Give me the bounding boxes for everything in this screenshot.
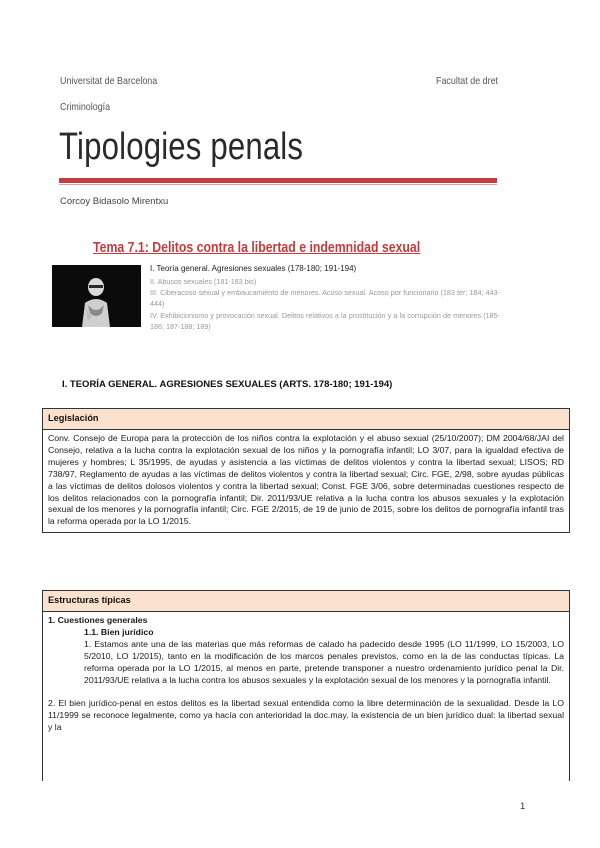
faculty-name: Facultat de dret [436, 75, 499, 87]
university-name: Universitat de Barcelona [60, 75, 158, 87]
title-underline [59, 178, 497, 183]
paragraph-2: 2. El bien jurídico-penal en estos delitos es la libertad sexual entendida como la libre determinación de la sexualidad. Desde la LO 11/1999 se reconoce legalmente, como ya hacía con anterioridad la doc.may. la existencia de un bien jurídico dual: la libertad sexual y la [48, 698, 564, 733]
estructuras-body [43, 612, 569, 734]
document-title: Tipologies penals [59, 126, 304, 168]
toc-item-1: I. Teoría general. Agresiones sexuales (178-180; 191-194) [150, 264, 357, 273]
cover-image [52, 265, 141, 327]
page-number: 1 [520, 801, 526, 812]
tema-title: Tema 7.1: Delitos contra la libertad e indemnidad sexual [93, 239, 421, 256]
section-heading: I. TEORÍA GENERAL. AGRESIONES SEXUALES (ARTS. 178-180; 191-194) [62, 379, 393, 390]
silhouette-figure-icon [52, 265, 141, 327]
heading-bien-juridico: 1.1. Bien jurídico [84, 626, 154, 637]
toc-item-2: II. Abusos sexuales (181-183 bis) [150, 277, 257, 286]
legislacion-text: Conv. Consejo de Europa para la protección de los niños contra la explotación y el abuso sexual (25/10/2007); DM 2004/68/JAI del Consejo, relativa a la lucha contra la explotación sexual de los niños y la pornografía infantil; LO 3/07, para la igualdad efectiva de mujeres y hombres; L 35/1995, de ayudas y asistencia a las víctimas de delitos violentos y contra la libertad sexual; LISOS; RD 738/97, Reglamento de ayudas a las víctimas de delitos violentos y contra la libertad sexual; Circ. FGE, 2/98, sobre ayudas públicas a las víctimas de delitos dolosos violentos y contra la libertad sexual; Const. FGE 3/06, sobre determinadas cuestiones respecto de los delitos relacionados con la pornografía infantil; Dir. 2011/93/UE relativa a la lucha contra los abusos sexuales y la explotación sexual de los menores y la pornografía infantil; Circ. FGE 2/2015, de 19 de junio de 2015, sobre los delitos de pornografía infantil tras la reforma operada por la LO 1/2015. [48, 433, 564, 527]
subject-name: Criminología [60, 101, 111, 113]
estructuras-box [42, 590, 570, 781]
estructuras-header: Estructuras típicas [43, 591, 569, 612]
legislacion-header: Legislación [43, 409, 569, 430]
title-underline-shadow [59, 184, 497, 185]
toc-item-3: III. Ciberacoso sexual y embaucamiento de menores. Acoso sexual. Acoso por funcionario (183 ter; 184; 443-444) [150, 288, 500, 308]
legislacion-box [42, 408, 570, 533]
heading-cuestiones-generales: 1. Cuestiones generales [48, 615, 148, 625]
toc-item-4: IV. Exhibicionismo y provocación sexual. Delitos relativos a la prostitución y a la corrupción de menores (185-186; 187-188; 189) [150, 311, 500, 331]
paragraph-1: 1. Estamos ante una de las materias que más reformas de calado ha padecido desde 1995 (LO 11/1999, LO 15/2003, LO 5/2010, LO 1/2015), tanto en la modificación de los marcos penales previstos, como en la de las conductas típicas. La reforma operada por la LO 1/2015, al menos en parte, pretende transponer a nuestro ordenamiento jurídico penal la Dir. 2011/93/UE relativa a la lucha contra los abusos sexuales y la explotación sexual de los menores y la pornografía infantil. [84, 638, 564, 685]
author-name: Corcoy Bidasolo Mirentxu [60, 196, 169, 207]
